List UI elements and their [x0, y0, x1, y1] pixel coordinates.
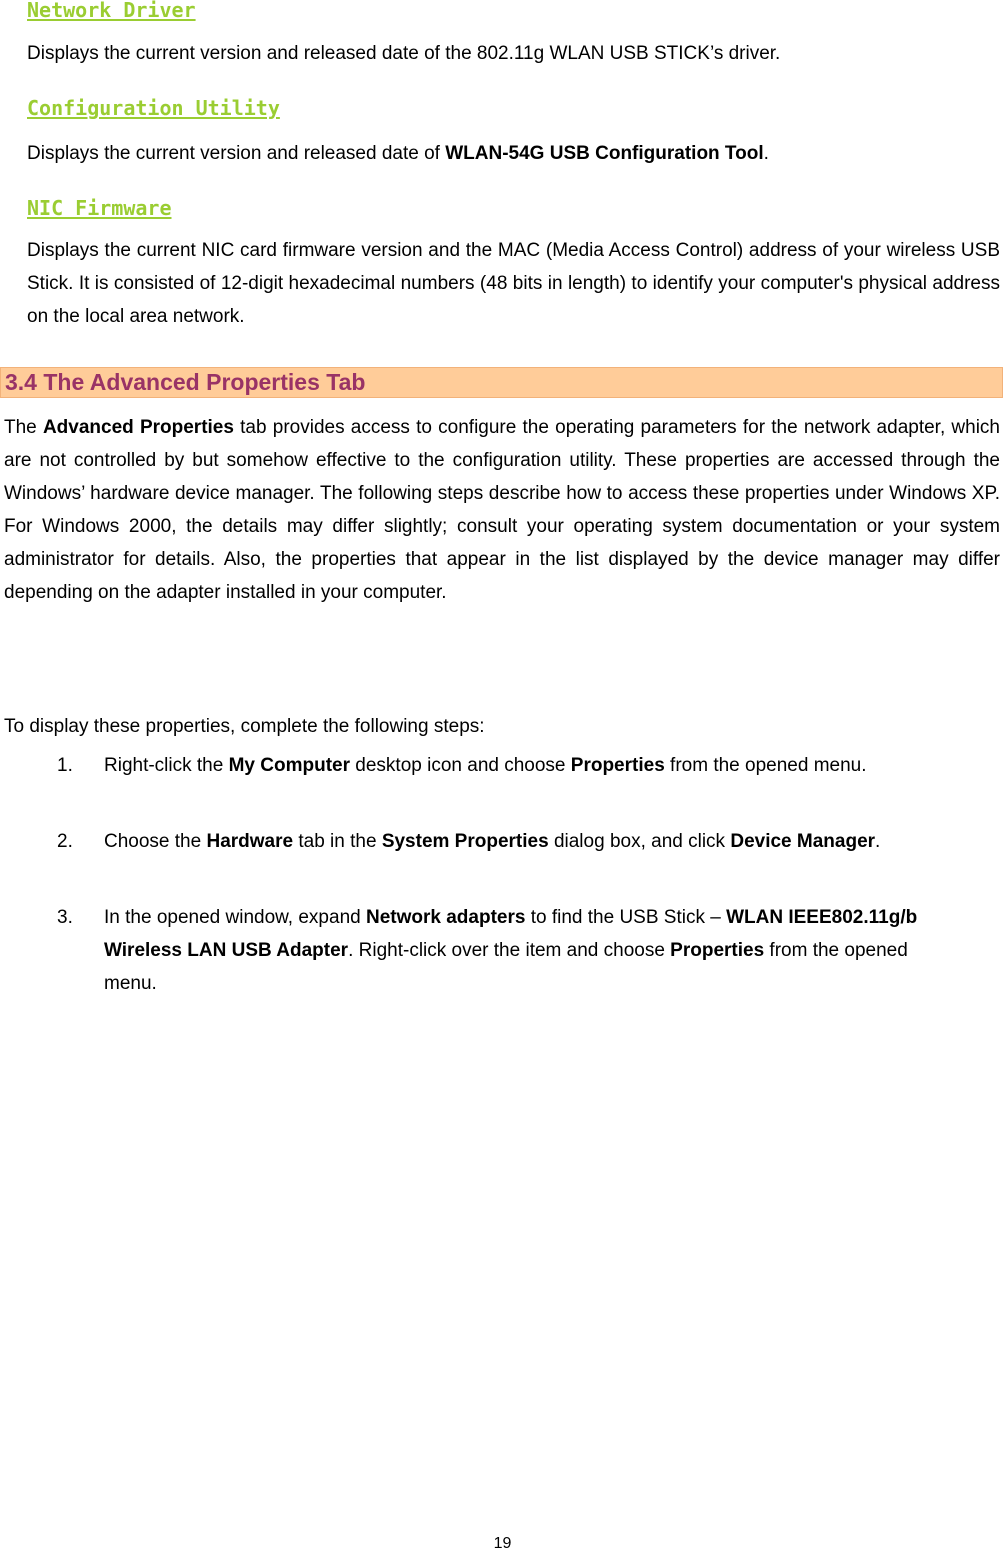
page-number: 19 [493, 1535, 512, 1552]
step-text: In the opened window, expand Network adapters to find the USB Stick – WLAN IEEE802.11g/b Wireless LAN USB Adapter. Right-click over the item and choose Properties from the opened menu. [104, 907, 918, 994]
step-3 [57, 901, 957, 1000]
configuration-tool-name: WLAN-54G USB Configuration Tool [445, 143, 764, 164]
steps-intro: To display these properties, complete the following steps: [4, 716, 485, 737]
step-number: 3. [57, 907, 73, 928]
step-number: 1. [57, 755, 73, 776]
step-1 [57, 749, 1000, 782]
step-text: Choose the Hardware tab in the System Properties dialog box, and click Device Manager. [104, 831, 881, 852]
advanced-properties-term: Advanced Properties [42, 417, 234, 438]
configuration-utility-heading: Configuration Utility [27, 96, 280, 120]
section-header-bar [0, 367, 1003, 398]
section-title: 3.4 The Advanced Properties Tab [5, 369, 366, 395]
step-number: 2. [57, 831, 73, 852]
step-2 [57, 825, 1000, 858]
nic-firmware-heading: NIC Firmware [27, 196, 172, 220]
section-intro: The Advanced Properties tab provides access to configure the operating parameters for the network adapter, which are not controlled by but somehow effective to the configuration utility. These properties are accessed through the Windows’ hardware device manager. The following steps describe how to access these properties under Windows XP. For Windows 2000, the details may differ slightly; consult your operating system documentation or your system administrator for details. Also, the properties that appear in the list displayed by the device manager may differ depending on the adapter installed in your computer. [4, 417, 1001, 603]
nic-firmware-text: Displays the current NIC card firmware version and the MAC (Media Access Control) address of your wireless USB Stick. It is consisted of 12-digit hexadecimal numbers (48 bits in length) to identify your computer's physical address on the local area network. [27, 240, 1000, 327]
network-driver-text: Displays the current version and released date of the 802.11g WLAN USB STICK’s driver. [27, 43, 781, 64]
network-driver-heading: Network Driver [27, 0, 196, 22]
configuration-utility-text: Displays the current version and released date of WLAN-54G USB Configuration Tool. [27, 143, 769, 164]
step-text: Right-click the My Computer desktop icon and choose Properties from the opened menu. [104, 755, 867, 776]
